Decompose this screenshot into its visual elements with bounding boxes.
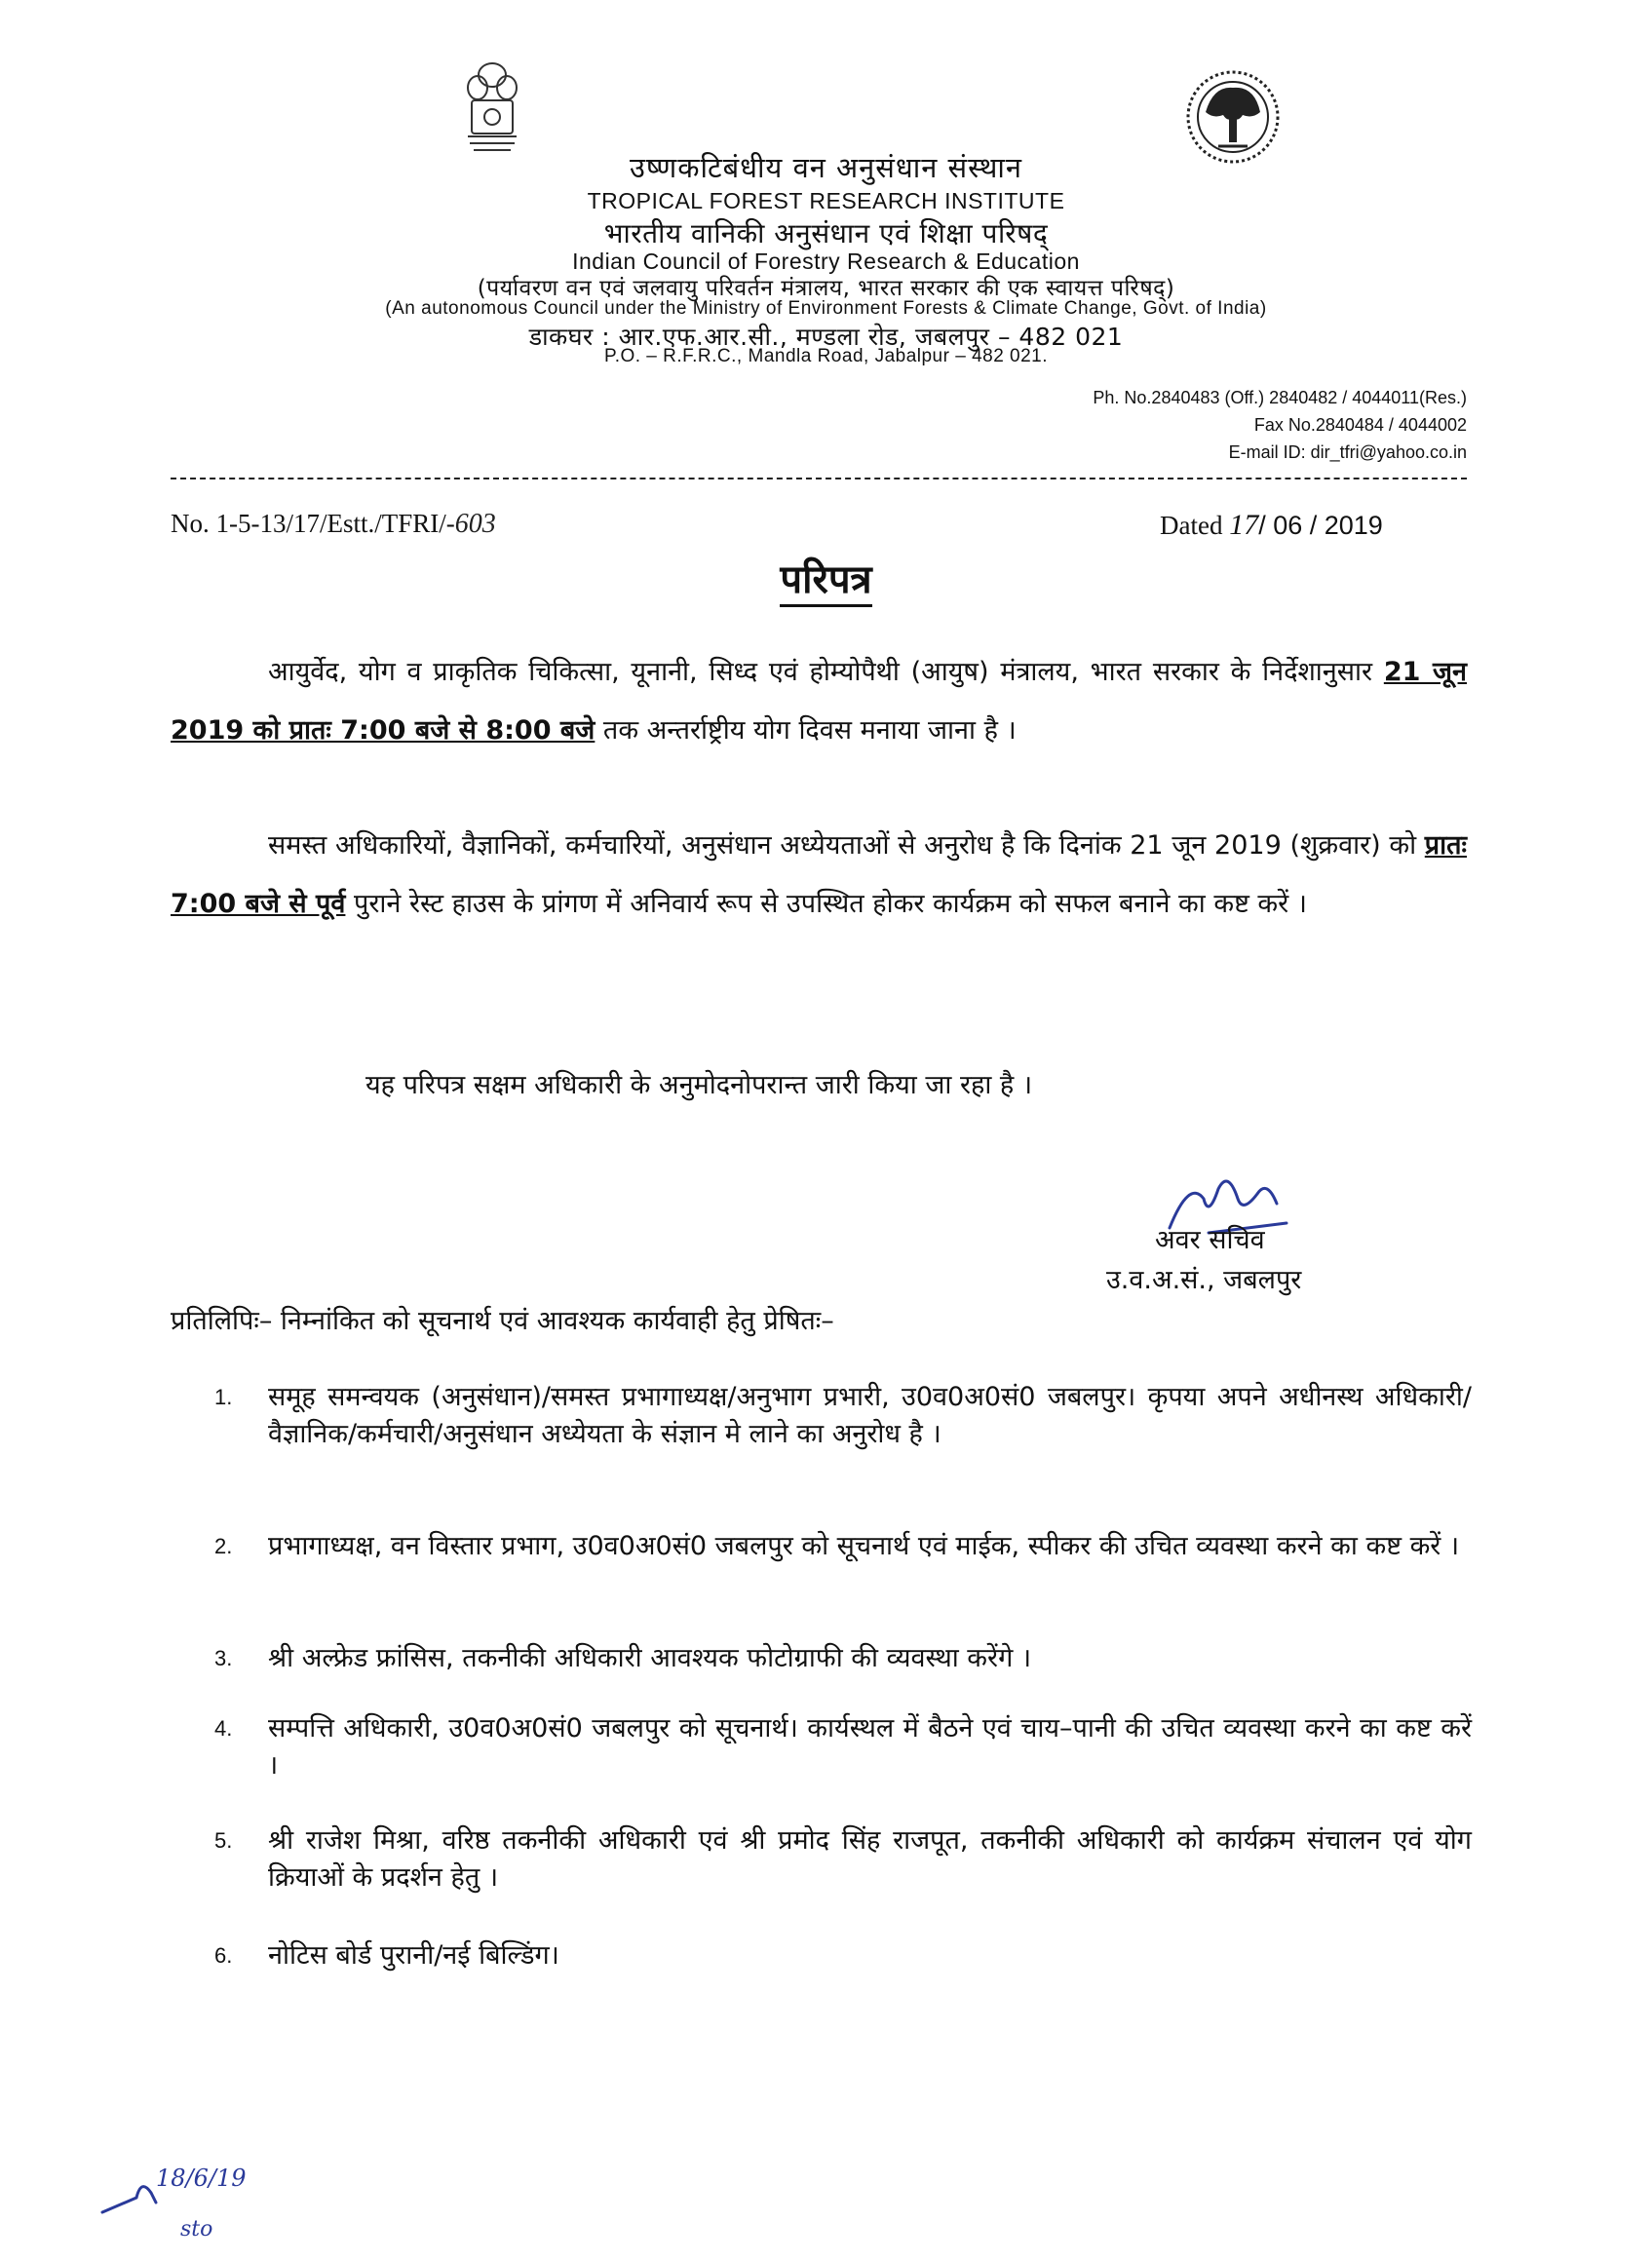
dated-label: Dated <box>1160 511 1223 540</box>
paragraph-2-part2: पुराने रेस्ट हाउस के प्रांगण में अनिवार्य रूप से उपस्थित होकर कार्यक्रम को सफल बनाने का कष्ट करें । <box>345 889 1308 919</box>
list-item-number: 4. <box>214 1716 233 1741</box>
paragraph-2-emphasis: प्रातः 7:00 बजे से पूर्व <box>171 830 1467 919</box>
header-hindi-council: भारतीय वानिकी अनुसंधान एवं शिक्षा परिषद् <box>603 217 1049 249</box>
copy-to-list <box>214 0 1472 2261</box>
paragraph-1-part2: तक अन्तर्राष्ट्रीय योग दिवस मनाया जाना है । <box>595 715 1017 746</box>
header-english-autonomous: (An autonomous Council under the Ministry of Environment Forests & Climate Change, Govt. of India) <box>385 298 1267 319</box>
copy-to-heading: प्रतिलिपिः– निम्नांकित को सूचनार्थ एवं आवश्यक कार्यवाही हेतु प्रेषितः– <box>171 1306 834 1336</box>
paragraph-1-part1: आयुर्वेद, योग व प्राकृतिक चिकित्सा, यूनानी, सिध्द एवं होम्योपैथी (आयुष) मंत्रालय, भारत सरकार के निर्देशानुसार <box>268 657 1384 687</box>
reference-number-handwritten: 603 <box>454 509 496 539</box>
list-item <box>214 1640 1472 1677</box>
signatory-designation: अवर सचिव <box>1155 1225 1265 1255</box>
contact-email: E-mail ID: dir_tfri@yahoo.co.in <box>1228 442 1467 462</box>
reference-number-prefix: No. 1-5-13/17/Estt./TFRI/- <box>171 509 455 538</box>
header-hindi-institute: उष्णकटिबंधीय वन अनुसंधान संस्थान <box>630 151 1022 184</box>
handwritten-initials <box>97 2159 263 2256</box>
list-item-number: 3. <box>214 1646 233 1670</box>
document-title-text: परिपत्र <box>780 557 871 607</box>
dated-handwritten: 17 <box>1229 509 1259 541</box>
list-item-number: 6. <box>214 1943 233 1968</box>
header-english-council: Indian Council of Forestry Research & Education <box>572 249 1080 274</box>
signatory-office: उ.व.अ.सं., जबलपुर <box>1106 1265 1302 1295</box>
list-item <box>214 1937 1472 1974</box>
list-item <box>214 1710 1472 1784</box>
header-english-address: P.O. – R.F.R.C., Mandla Road, Jabalpur – 482 021. <box>603 346 1049 366</box>
paragraph-2-part1: समस्त अधिकारियों, वैज्ञानिकों, कर्मचारियों, अनुसंधान अध्येयताओं से अनुरोध है कि दिनांक 21 जून 2019 (शुक्रवार) को <box>268 830 1425 861</box>
list-item <box>214 1379 1472 1453</box>
initials-note: sto <box>180 2217 213 2242</box>
header-english-institute: TROPICAL FOREST RESEARCH INSTITUTE <box>587 188 1065 213</box>
list-item-number: 5. <box>214 1828 233 1853</box>
list-item-text: प्रभागाध्यक्ष, वन विस्तार प्रभाग, उ0व0अ0सं0 जबलपुर को सूचनार्थ एवं माईक, स्पीकर की उचित व्यवस्था करने का कष्ट करें । <box>268 1531 1460 1561</box>
list-item-text: श्री राजेश मिश्रा, वरिष्ठ तकनीकी अधिकारी एवं श्री प्रमोद सिंह राजपूत, तकनीकी अधिकारी को कार्यक्रम संचालन एवं योग क्रियाओं के प्रदर्शन हेतु । <box>268 1825 1472 1893</box>
list-item-text: समूह समन्वयक (अनुसंधान)/समस्त प्रभागाध्यक्ष/अनुभाग प्रभारी, उ0व0अ0सं0 जबलपुर। कृपया अपने अधीनस्थ अधिकारी/वैज्ञानिक/कर्मचारी/अनुसंधान अध्येयता के संज्ञान मे लाने का अनुरोध है । <box>268 1382 1472 1449</box>
contact-fax: Fax No.2840484 / 4044002 <box>1253 415 1467 435</box>
paragraph-1-emphasis: 21 जून 2019 को प्रातः 7:00 बजे से 8:00 बजे <box>171 657 1467 746</box>
list-item-text: सम्पत्ति अधिकारी, उ0व0अ0सं0 जबलपुर को सूचनार्थ। कार्यस्थल में बैठने एवं चाय–पानी की उचित व्यवस्था करने का कष्ट करें । <box>268 1713 1472 1781</box>
initials-date: 18/6/19 <box>156 2165 247 2192</box>
contact-phone: Ph. No.2840483 (Off.) 2840482 / 4044011(Res.) <box>1093 388 1467 407</box>
list-item-text: श्री अल्फ्रेड फ्रांसिस, तकनीकी अधिकारी आवश्यक फोटोग्राफी की व्यवस्था करेंगे । <box>268 1643 1032 1673</box>
dated-rest: / 06 / 2019 <box>1258 511 1383 540</box>
list-item-text: नोटिस बोर्ड पुरानी/नई बिल्डिंग। <box>268 1940 559 1971</box>
list-item <box>214 1528 1472 1565</box>
header-hindi-address: डाकघर : आर.एफ.आर.सी., मण्डला रोड, जबलपुर – 482 021 <box>528 323 1124 351</box>
list-item <box>214 1822 1472 1897</box>
header-hindi-autonomous: (पर्यावरण वन एवं जलवायु परिवर्तन मंत्रालय, भारत सरकार की एक स्वायत्त परिषद्) <box>477 276 1175 301</box>
list-item-number: 1. <box>214 1385 233 1409</box>
list-item-number: 2. <box>214 1534 233 1558</box>
approval-line: यह परिपत्र सक्षम अधिकारी के अनुमोदनोपरान्त जारी किया जा रहा है । <box>365 1070 1033 1100</box>
